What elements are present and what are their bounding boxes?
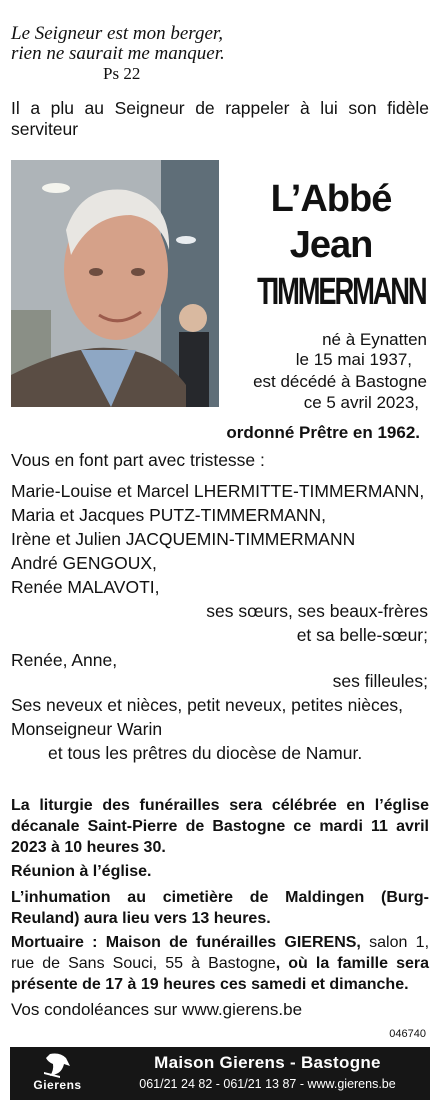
family-line-2: Maria et Jacques PUTZ-TIMMERMANN,	[11, 505, 327, 525]
family-line-4: André GENGOUX,	[11, 553, 157, 573]
portrait-photo	[11, 160, 219, 407]
nephews-line: Ses neveux et nièces, petit neveux, petites nièces,	[11, 695, 404, 715]
birth-date: le 15 mai 1937,	[295, 350, 412, 369]
deceased-title: L’Abbé	[270, 178, 392, 220]
condolences-text: Vos condoléances sur www.gierens.be	[11, 1000, 303, 1019]
deceased-first-name: Jean	[289, 224, 373, 266]
ordination: ordonné Prêtre en 1962.	[226, 423, 420, 442]
burial-text: L’inhumation au cimetière de Maldingen (Burg-Reuland) aura lieu vers 13 heures.	[11, 889, 429, 927]
relation-sister-in-law: et sa belle-sœur;	[296, 625, 428, 645]
funeral-text: La liturgie des funérailles sera célébrée en l’église décanale Saint-Pierre de Bastogne ce mardi 11 avril 2023 à 10 heures 30.	[11, 797, 429, 856]
quote-line-1: Le Seigneur est mon berger,	[11, 23, 223, 44]
quote-line-2: rien ne saurait me manquer.	[11, 43, 225, 64]
priests-line: et tous les prêtres du diocèse de Namur.	[48, 743, 363, 763]
mortuary-bold-1: Mortuaire : Maison de funérailles GIERENS,	[11, 934, 361, 951]
banner-title: Maison Gierens - Bastogne	[154, 1053, 381, 1072]
meeting-text: Réunion à l’église.	[11, 863, 152, 880]
bishop-line: Monseigneur Warin	[11, 719, 163, 739]
godchildren-names: Renée, Anne,	[11, 650, 118, 670]
death-place: est décédé à Bastogne	[253, 372, 427, 391]
relation-godchildren: ses filleules;	[332, 671, 428, 691]
relation-sisters: ses sœurs, ses beaux-frères	[206, 601, 428, 621]
funeral-home-banner	[10, 1047, 430, 1100]
reference-number: 046740	[389, 1028, 426, 1040]
family-line-5: Renée MALAVOTI,	[11, 577, 160, 597]
death-date: ce 5 avril 2023,	[303, 393, 419, 412]
logo-text: Gierens	[33, 1078, 82, 1092]
mortuary-text	[11, 932, 429, 995]
family-line-3: Irène et Julien JACQUEMIN-TIMMERMANN	[11, 529, 356, 549]
birth-place: né à Eynatten	[322, 330, 427, 349]
gierens-logo-icon	[20, 1052, 95, 1080]
family-line-1: Marie-Louise et Marcel LHERMITTE-TIMMERMANN,	[11, 481, 425, 501]
intro-text: Il a plu au Seigneur de rappeler à lui son fidèle serviteur	[11, 98, 429, 139]
banner-contact: 061/21 24 82 - 061/21 13 87 - www.gierens.be	[139, 1077, 396, 1091]
mortuary-address: salon 1, rue de Sans Souci, 55 à Bastogne	[11, 934, 430, 972]
quote-reference: Ps 22	[103, 64, 141, 83]
announce-text: Vous en font part avec tristesse :	[11, 450, 265, 470]
mortuary-bold-2: , où la famille sera présente de 17 à 19 heures ces samedi et dimanche.	[11, 955, 429, 993]
gierens-logo	[20, 1052, 95, 1096]
deceased-last-name: TIMMERMANN	[257, 271, 426, 313]
